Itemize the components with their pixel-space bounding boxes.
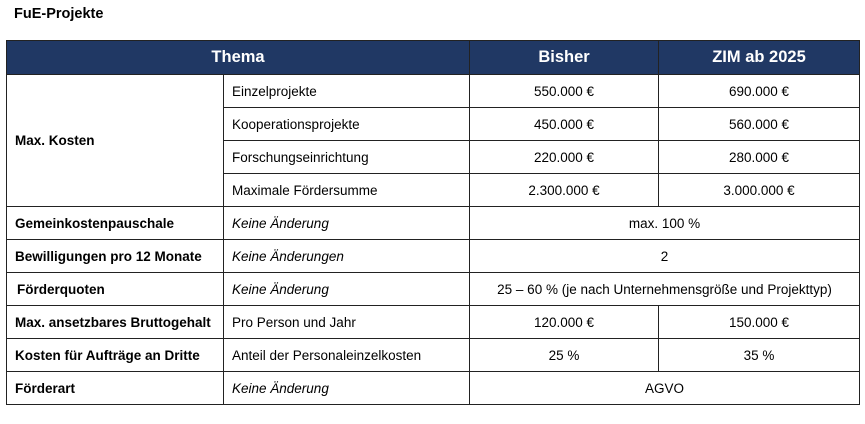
row-detail: Keine Änderung	[224, 273, 470, 306]
table-row	[7, 306, 860, 339]
sub-label: Forschungseinrichtung	[224, 141, 470, 174]
table-row	[7, 339, 860, 372]
row-detail: Keine Änderung	[224, 207, 470, 240]
table-row	[7, 273, 860, 306]
bisher-value: 220.000 €	[470, 141, 659, 174]
row-label: Max. ansetzbares Bruttogehalt	[7, 306, 224, 339]
sub-label: Einzelprojekte	[224, 75, 470, 108]
bisher-value: 120.000 €	[470, 306, 659, 339]
table-header-row	[7, 41, 860, 75]
merged-value: 25 – 60 % (je nach Unternehmensgröße und Projekttyp)	[470, 273, 860, 306]
row-detail: Pro Person und Jahr	[224, 306, 470, 339]
bisher-value: 550.000 €	[470, 75, 659, 108]
comparison-table	[6, 40, 860, 405]
table-row	[7, 207, 860, 240]
table-row	[7, 372, 860, 405]
row-label: Gemeinkostenpauschale	[7, 207, 224, 240]
row-detail: Keine Änderung	[224, 372, 470, 405]
header-bisher: Bisher	[470, 41, 659, 75]
zim-value: 35 %	[659, 339, 860, 372]
page-title: FuE-Projekte	[14, 6, 104, 22]
row-detail: Keine Änderungen	[224, 240, 470, 273]
row-label: Kosten für Aufträge an Dritte	[7, 339, 224, 372]
merged-value: AGVO	[470, 372, 860, 405]
bisher-value: 25 %	[470, 339, 659, 372]
header-zim: ZIM ab 2025	[659, 41, 860, 75]
table-row	[7, 75, 860, 108]
merged-value: max. 100 %	[470, 207, 860, 240]
max-kosten-label: Max. Kosten	[7, 75, 224, 207]
merged-value: 2	[470, 240, 860, 273]
zim-value: 150.000 €	[659, 306, 860, 339]
bisher-value: 2.300.000 €	[470, 174, 659, 207]
zim-value: 280.000 €	[659, 141, 860, 174]
row-label: Förderquoten	[7, 273, 224, 306]
zim-value: 560.000 €	[659, 108, 860, 141]
row-detail: Anteil der Personaleinzelkosten	[224, 339, 470, 372]
table-row	[7, 240, 860, 273]
sub-label: Maximale Fördersumme	[224, 174, 470, 207]
sub-label: Kooperationsprojekte	[224, 108, 470, 141]
row-label: Förderart	[7, 372, 224, 405]
row-label: Bewilligungen pro 12 Monate	[7, 240, 224, 273]
bisher-value: 450.000 €	[470, 108, 659, 141]
zim-value: 3.000.000 €	[659, 174, 860, 207]
header-thema: Thema	[7, 41, 470, 75]
zim-value: 690.000 €	[659, 75, 860, 108]
